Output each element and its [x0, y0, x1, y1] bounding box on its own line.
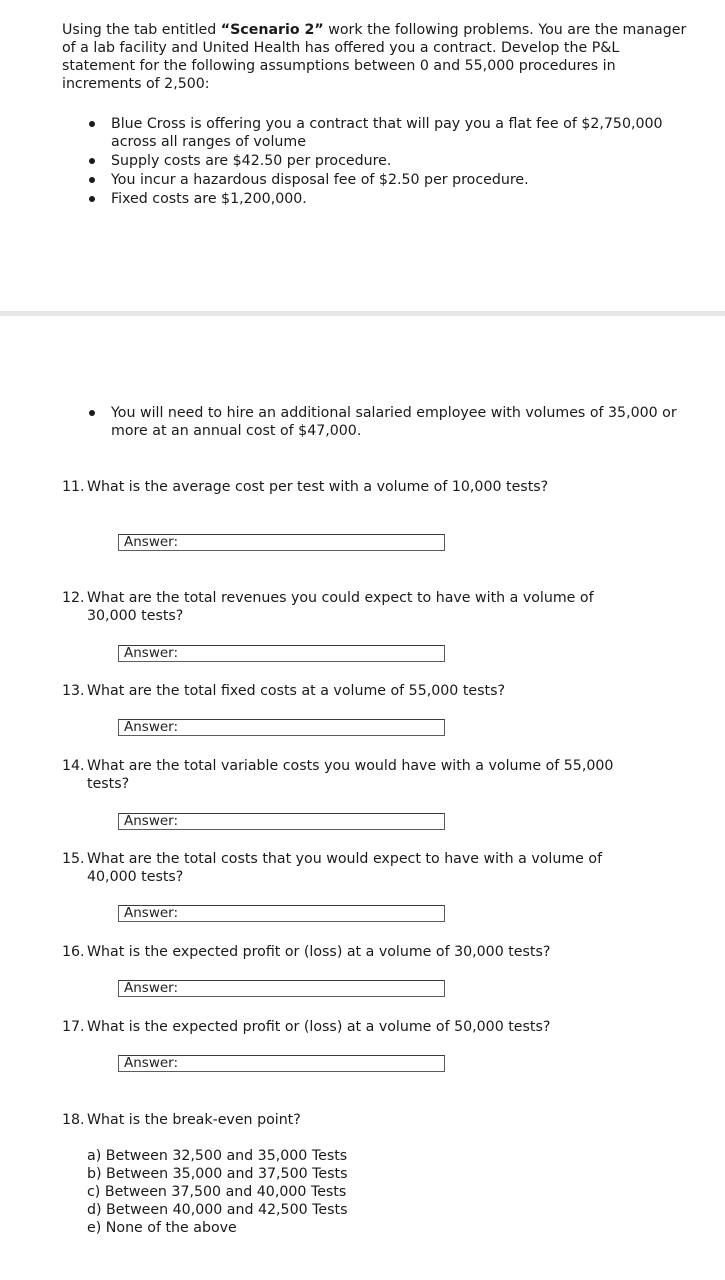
option-d[interactable]: d) Between 40,000 and 42,500 Tests [87, 1202, 348, 1218]
question-11: 11. What is the average cost per test with a volume of 10,000 tests? [62, 479, 549, 495]
bullet-icon [89, 177, 95, 183]
option-c[interactable]: c) Between 37,500 and 40,000 Tests [87, 1184, 347, 1200]
option-e[interactable]: e) None of the above [87, 1220, 237, 1236]
answer-field-13[interactable]: Answer: [118, 719, 445, 736]
assumption-item: Supply costs are $42.50 per procedure. [62, 152, 682, 170]
question-17: 17. What is the expected profit or (loss) at a volume of 50,000 tests? [62, 1019, 551, 1035]
assumption-item: Fixed costs are $1,200,000. [62, 190, 682, 208]
answer-field-12[interactable]: Answer: [118, 645, 445, 662]
answer-field-14[interactable]: Answer: [118, 813, 445, 830]
assumption-item: You incur a hazardous disposal fee of $2.50 per procedure. [62, 171, 682, 189]
assumption-item: Blue Cross is offering you a contract that will pay you a flat fee of $2,750,000 across all ranges of volume [62, 115, 682, 151]
question-18: 18. What is the break-even point? [62, 1112, 301, 1128]
assumption-list-bottom [62, 404, 682, 441]
bullet-icon [89, 158, 95, 164]
option-b[interactable]: b) Between 35,000 and 37,500 Tests [87, 1166, 348, 1182]
question-16: 16. What is the expected profit or (loss) at a volume of 30,000 tests? [62, 944, 551, 960]
bullet-icon [89, 196, 95, 202]
assumption-list-top [62, 115, 682, 209]
assumption-item: You will need to hire an additional salaried employee with volumes of 35,000 or more at an annual cost of $47,000. [62, 404, 682, 440]
intro-text-start: Using the tab entitled [62, 22, 221, 38]
answer-field-17[interactable]: Answer: [118, 1055, 445, 1072]
option-a[interactable]: a) Between 32,500 and 35,000 Tests [87, 1148, 348, 1164]
bullet-icon [89, 121, 95, 127]
intro-text-end: work the following problems. You are the manager of a lab facility and United Health has offered you a contract. Develop the P&L statement for the following assumptions between 0 and 55,000 procedures in increments of 2,500: [62, 22, 687, 92]
question-15: 15. What are the total costs that you would expect to have with a volume of 40,000 tests? [62, 851, 603, 885]
question-12: 12. What are the total revenues you could expect to have with a volume of 30,000 tests? [62, 590, 594, 624]
page-divider [0, 311, 725, 316]
break-even-options [87, 1147, 347, 1237]
bullet-icon [89, 410, 95, 416]
question-13: 13. What are the total fixed costs at a volume of 55,000 tests? [62, 683, 506, 699]
question-14: 14. What are the total variable costs you would have with a volume of 55,000 tests? [62, 758, 614, 792]
scenario-tab-name: “Scenario 2” [220, 22, 324, 38]
answer-field-11[interactable]: Answer: [118, 534, 445, 551]
intro-paragraph [62, 21, 692, 93]
answer-field-16[interactable]: Answer: [118, 980, 445, 997]
answer-field-15[interactable]: Answer: [118, 905, 445, 922]
